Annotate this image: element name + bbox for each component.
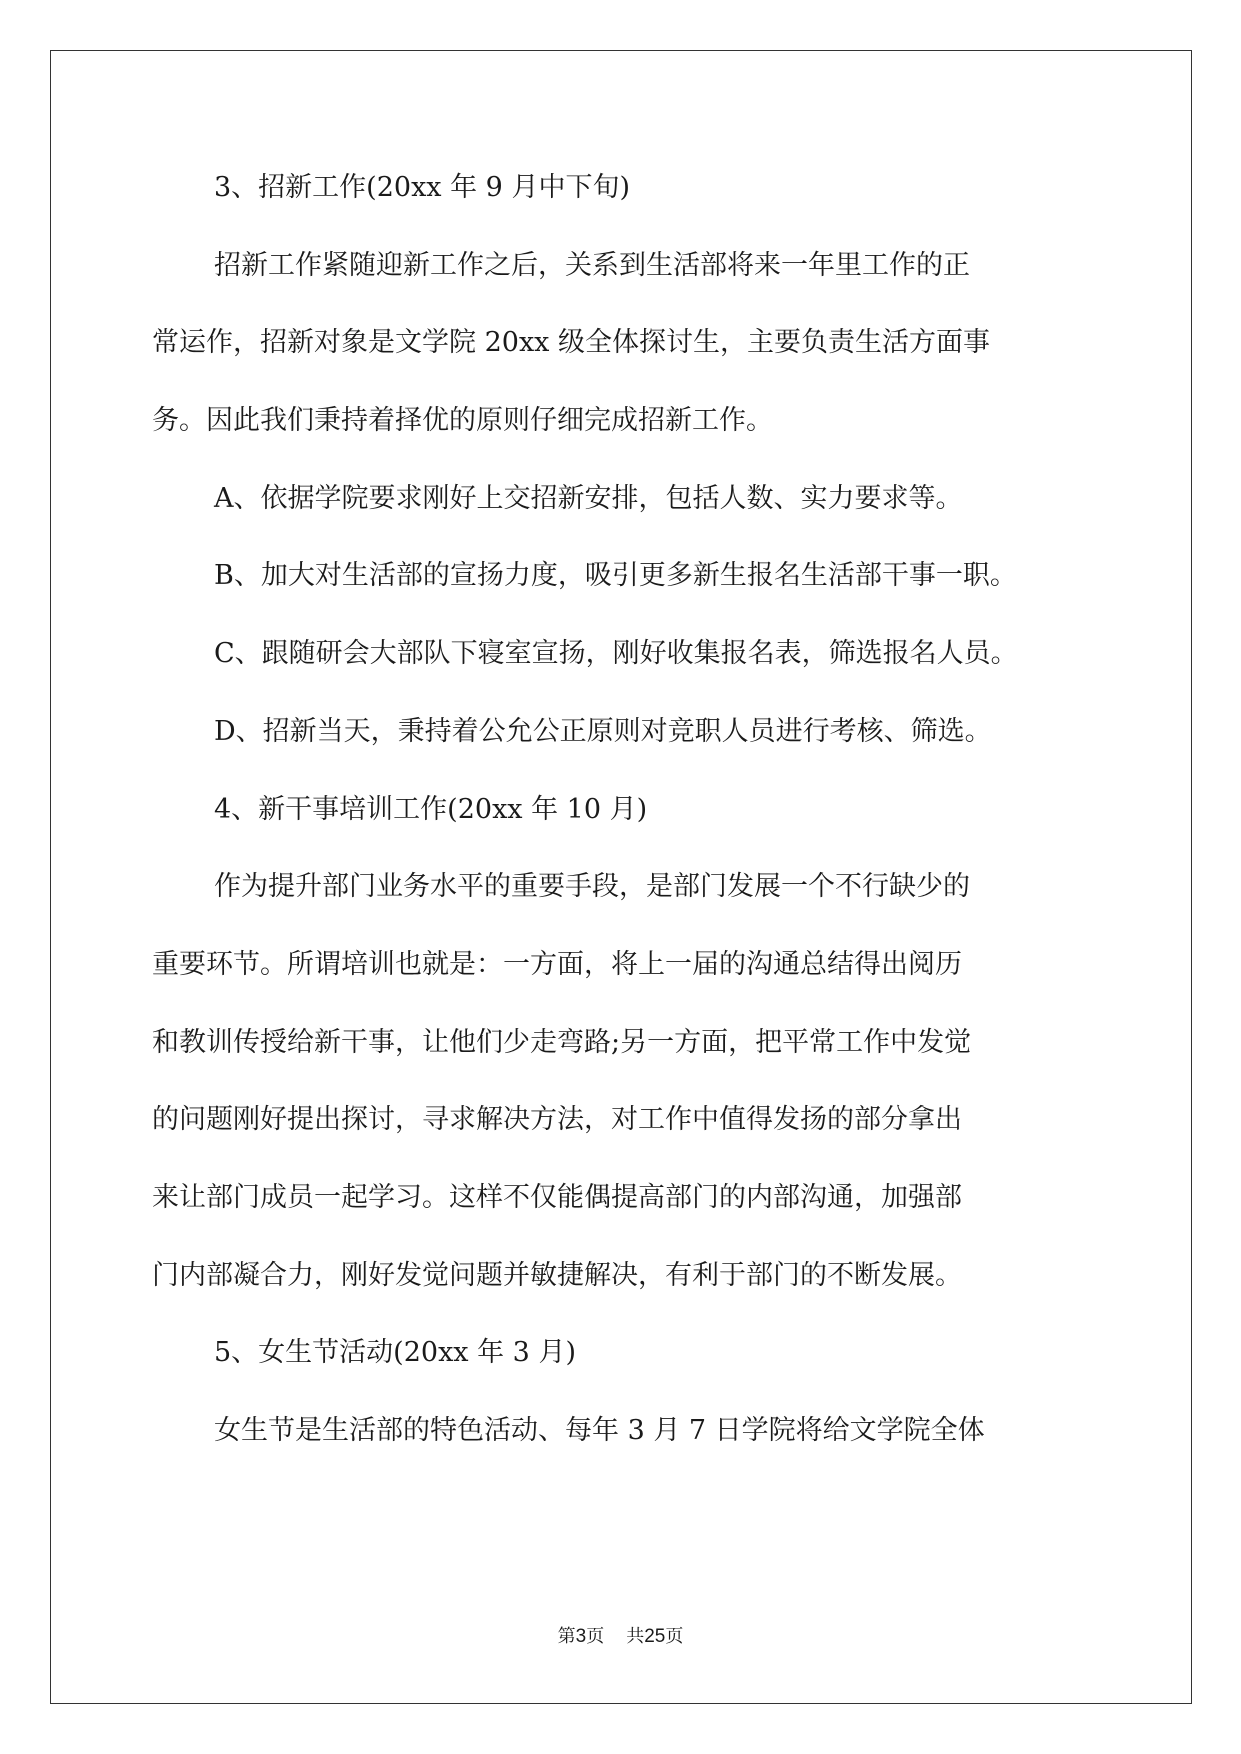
paragraph-line: 门内部凝合力，刚好发觉问题并敏捷解决，有利于部门的不断发展。 [152, 1259, 962, 1291]
page-prefix: 第 [557, 1626, 576, 1647]
total-suffix: 页 [665, 1626, 684, 1647]
current-page-number: 3 [575, 1626, 587, 1647]
paragraph-line: 作为提升部门业务水平的重要手段，是部门发展一个不行缺少的 [214, 871, 970, 903]
paragraph-line: 务。因此我们秉持着择优的原则仔细完成招新工作。 [152, 405, 773, 437]
section-heading-recruitment: 3、招新工作(20xx 年 9 月中下旬) [214, 172, 630, 203]
paragraph-line: 来让部门成员一起学习。这样不仅能偶提高部门的内部沟通，加强部 [152, 1181, 962, 1213]
total-prefix: 共 [626, 1626, 645, 1647]
paragraph-line: 和教训传授给新干事，让他们少走弯路;另一方面，把平常工作中发觉 [152, 1026, 972, 1058]
paragraph-line: 女生节是生活部的特色活动、每年 3 月 7 日学院将给文学院全体 [214, 1415, 985, 1446]
total-pages-number: 25 [644, 1626, 666, 1647]
page-suffix: 页 [586, 1626, 605, 1647]
list-item-b: B、加大对生活部的宣扬力度，吸引更多新生报名生活部干事一职。 [214, 560, 1017, 592]
paragraph-line: 重要环节。所谓培训也就是：一方面，将上一届的沟通总结得出阅历 [152, 948, 962, 980]
paragraph-line: 的问题刚好提出探讨，寻求解决方法，对工作中值得发扬的部分拿出 [152, 1104, 962, 1136]
section-heading-girls-day: 5、女生节活动(20xx 年 3 月) [214, 1337, 576, 1369]
paragraph-line: 招新工作紧随迎新工作之后，关系到生活部将来一年里工作的正 [214, 249, 970, 281]
paragraph-line: 常运作，招新对象是文学院 20xx 级全体探讨生，主要负责生活方面事 [152, 327, 990, 359]
list-item-c: C、跟随研会大部队下寝室宣扬，刚好收集报名表，筛选报名人员。 [214, 638, 1018, 670]
list-item-d: D、招新当天，秉持着公允公正原则对竞职人员进行考核、筛选。 [214, 715, 992, 747]
list-item-a: A、依据学院要求刚好上交招新安排，包括人数、实力要求等。 [214, 482, 963, 514]
section-heading-training: 4、新干事培训工作(20xx 年 10 月) [214, 793, 648, 825]
document-body [152, 168, 1092, 1489]
page-footer [0, 1622, 1241, 1648]
